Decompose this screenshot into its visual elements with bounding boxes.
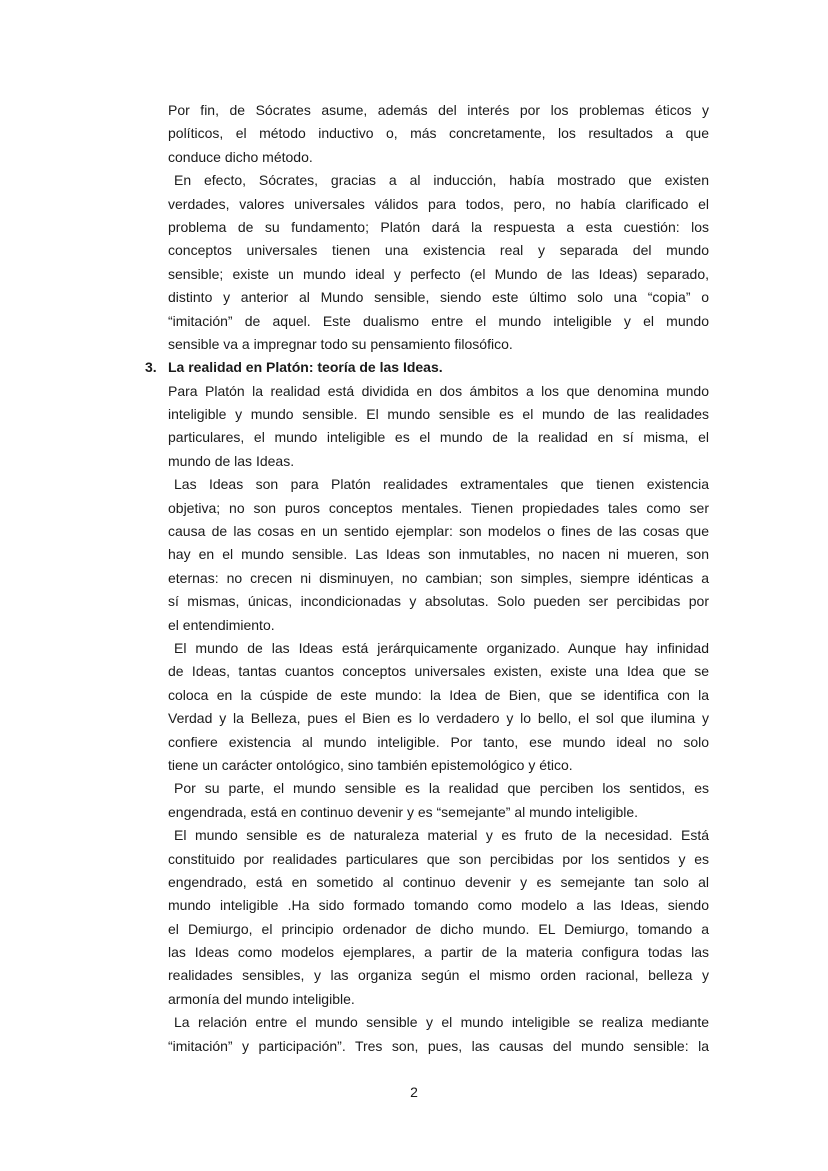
text-line: armonía del mundo inteligible. (168, 990, 355, 1007)
text-line: distinto y anterior al Mundo sensible, siendo este último solo una “copia” o (168, 289, 709, 306)
paragraph (168, 637, 709, 777)
text-line: confiere existencia al mundo inteligible. Por tanto, ese mundo ideal no solo (168, 733, 709, 750)
text-line: sensible va a impregnar todo su pensamiento filosófico. (168, 335, 513, 352)
text-line: tiene un carácter ontológico, sino también epistemológico y ético. (168, 756, 573, 773)
text-line: realidades sensibles, y las organiza según el mismo orden racional, belleza y (168, 967, 709, 984)
section-title: La realidad en Platón: teoría de las Ideas. (168, 359, 443, 376)
text-line: “imitación” de aquel. Este dualismo entre el mundo inteligible y el mundo (168, 312, 709, 329)
text-line: Las Ideas son para Platón realidades extramentales que tienen existencia (174, 476, 709, 493)
section-number: 3. (145, 359, 157, 376)
text-line: engendrado, está en sometido al continuo devenir y es semejante tan solo al (168, 873, 709, 890)
section-heading (145, 356, 709, 379)
text-line: Verdad y la Belleza, pues el Bien es lo verdadero y lo bello, el sol que ilumina y (168, 710, 709, 727)
text-line: las Ideas como modelos ejemplares, a partir de la materia configura todas las (168, 944, 709, 961)
text-line: La relación entre el mundo sensible y el mundo inteligible se realiza mediante (174, 1014, 709, 1031)
text-line: sensible; existe un mundo ideal y perfecto (el Mundo de las Ideas) separado, (168, 265, 709, 282)
text-line: sí mismas, únicas, incondicionadas y absolutas. Solo pueden ser percibidas por (168, 593, 709, 610)
text-line: de Ideas, tantas cuantos conceptos universales existen, existe una Idea que se (168, 663, 709, 680)
text-line: problema de su fundamento; Platón dará la respuesta a esta cuestión: los (168, 218, 709, 235)
text-line: Para Platón la realidad está dividida en dos ámbitos a los que denomina mundo (168, 382, 709, 399)
text-line: conceptos universales tienen una existencia real y separada del mundo (168, 242, 709, 259)
text-line: verdades, valores universales válidos para todos, pero, no había clarificado el (168, 195, 709, 212)
text-line: coloca en la cúspide de este mundo: la Idea de Bien, que se identifica con la (168, 686, 709, 703)
text-line: el entendimiento. (168, 616, 275, 633)
text-line: En efecto, Sócrates, gracias a al inducción, había mostrado que existen (174, 172, 709, 189)
text-line: eternas: no crecen ni disminuyen, no cambian; son simples, siempre idénticas a (168, 569, 709, 586)
text-line: el Demiurgo, el principio ordenador de dicho mundo. EL Demiurgo, tomando a (168, 920, 709, 937)
document-body (145, 99, 709, 1058)
text-line: El mundo de las Ideas está jerárquicamente organizado. Aunque hay infinidad (174, 639, 709, 656)
paragraph (168, 99, 709, 169)
text-line: hay en el mundo sensible. Las Ideas son inmutables, no nacen ni mueren, son (168, 546, 709, 563)
text-line: objetiva; no son puros conceptos mentales. Tienen propiedades tales como ser (168, 499, 709, 516)
paragraph (168, 169, 709, 356)
paragraph (168, 380, 709, 474)
page-number: 2 (410, 1084, 418, 1100)
paragraph (168, 1011, 709, 1058)
text-line: inteligible y mundo sensible. El mundo sensible es el mundo de las realidades (168, 406, 709, 423)
text-line: mundo de las Ideas. (168, 452, 295, 469)
text-line: “imitación” y participación”. Tres son, pues, las causas del mundo sensible: la (168, 1037, 709, 1054)
text-line: engendrada, está en continuo devenir y es “semejante” al mundo inteligible. (168, 803, 639, 820)
text-line: causa de las cosas en un sentido ejemplar: son modelos o fines de las cosas que (168, 523, 709, 540)
text-line: El mundo sensible es de naturaleza material y es fruto de la necesidad. Está (174, 827, 709, 844)
paragraph (168, 473, 709, 637)
text-line: constituido por realidades particulares que son percibidas por los sentidos y es (168, 850, 709, 867)
paragraph (168, 824, 709, 1011)
text-line: Por su parte, el mundo sensible es la realidad que perciben los sentidos, es (174, 780, 709, 797)
text-line: mundo inteligible .Ha sido formado tomando como modelo a las Ideas, siendo (168, 897, 709, 914)
text-line: particulares, el mundo inteligible es el mundo de la realidad en sí misma, el (168, 429, 709, 446)
text-line: Por fin, de Sócrates asume, además del interés por los problemas éticos y (168, 102, 709, 118)
text-line: conduce dicho método. (168, 148, 313, 165)
paragraph (168, 777, 709, 824)
text-line: políticos, el método inductivo o, más concretamente, los resultados a que (168, 125, 709, 142)
